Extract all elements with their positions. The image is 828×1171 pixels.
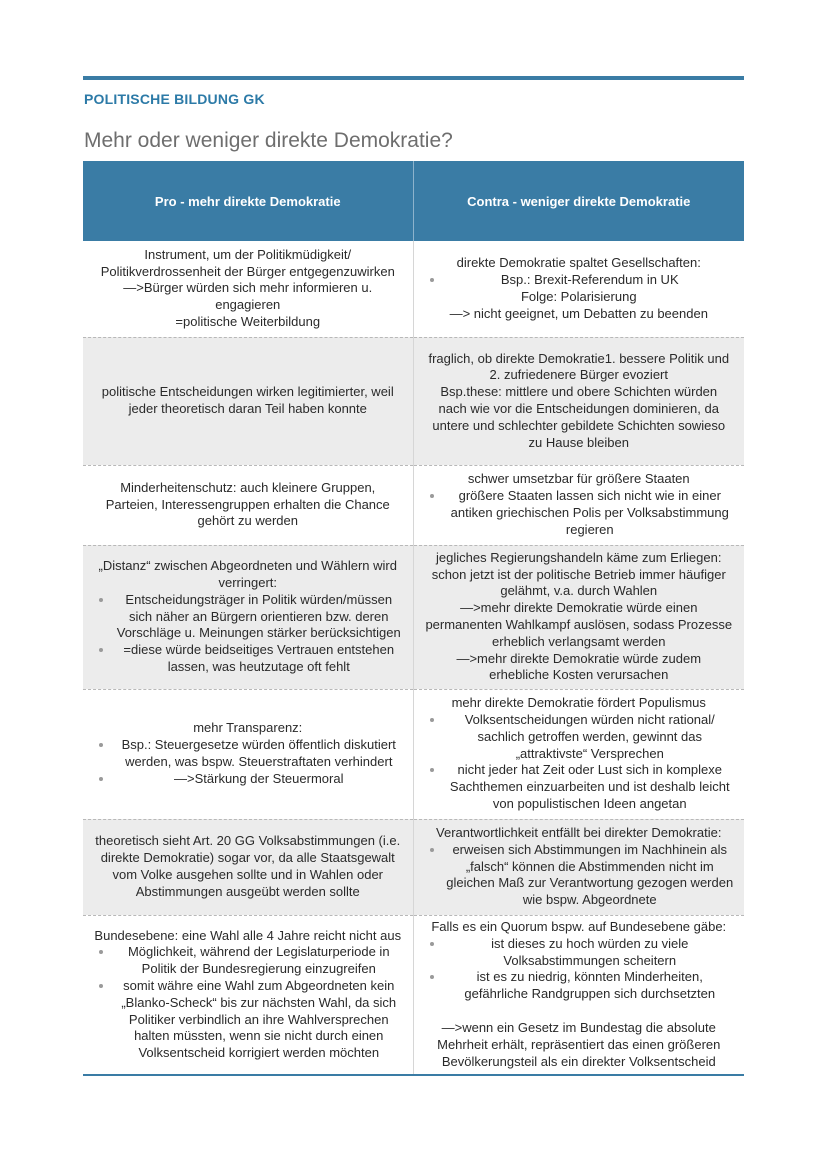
- table-row: [83, 465, 744, 545]
- contra-bullet-list: [424, 842, 735, 909]
- contra-text-line: jegliches Regierungshandeln käme zum Erliegen:: [436, 549, 722, 565]
- subject-heading: POLITISCHE BILDUNG GK: [84, 91, 265, 107]
- contra-column-header: Contra - weniger direkte Demokratie: [413, 161, 744, 241]
- bullet-item: Volksentscheidungen würden nicht rational/ sachlich getroffen werden, gewinnt das „attraktivste“ Versprechen: [424, 712, 735, 762]
- contra-bullet-list: [424, 936, 735, 1003]
- pro-text-line: Parteien, Interessengruppen erhalten die Chance: [105, 496, 390, 512]
- table-row: [83, 915, 744, 1075]
- bullet-item: somit währe eine Wahl zum Abgeordneten kein „Blanko-Scheck“ bis zur nächsten Wahl, da sich Politiker verbindlich an ihre Wahlversprechen halten müssten, wenn sie nicht durch einen Volksentscheid korrigiert werden möchten: [93, 978, 403, 1062]
- pro-cell: [83, 689, 413, 819]
- pro-cell: [83, 545, 413, 689]
- contra-text-line: permanenten Wahlkampf auslösen, sodass Prozesse: [425, 617, 733, 632]
- bullet-item: Entscheidungsträger in Politik würden/müssen sich näher an Bürgern orientieren bzw. deren Vorschläge u. Meinungen stärker berücksichtigen: [93, 592, 403, 642]
- contra-text-line: Mehrheit erhält, repräsentiert das einen größeren: [437, 1036, 721, 1052]
- contra-text-line: —>mehr direkte Demokratie würde zudem: [456, 650, 702, 666]
- table-row: [83, 545, 744, 689]
- pro-text-line: „Distanz“ zwischen Abgeordneten und Wählern wird: [98, 558, 397, 574]
- contra-cell: [413, 337, 744, 465]
- contra-bullet-list: [424, 488, 735, 538]
- pro-text-line: engagieren: [215, 297, 281, 313]
- pro-text-line: Instrument, um der Politikmüdigkeit/: [144, 246, 352, 262]
- pro-cell: [83, 337, 413, 465]
- contra-text-line: 2. zufriedenere Bürger evoziert: [489, 367, 668, 383]
- bullet-item: Bsp.: Steuergesetze würden öffentlich diskutiert werden, was bspw. Steuerstraftaten verhindert: [93, 737, 403, 771]
- bullet-item: Möglichkeit, während der Legislaturperiode in Politik der Bundesregierung einzugreifen: [93, 944, 403, 978]
- bullet-item: =diese würde beidseitiges Vertrauen entstehen lassen, was heutzutage oft fehlt: [93, 642, 403, 676]
- table-row: [83, 819, 744, 915]
- pro-text-line: Abstimmungen ausgeübt werden sollte: [135, 883, 360, 899]
- bullet-item: ist es zu niedrig, könnten Minderheiten, gefährliche Randgruppen sich durchsetzten: [424, 969, 735, 1003]
- bullet-item: größere Staaten lassen sich nicht wie in einer antiken griechischen Polis per Volksabstimmung regieren: [424, 488, 735, 538]
- bullet-item: —>Stärkung der Steuermoral: [93, 771, 403, 788]
- bullet-item: erweisen sich Abstimmungen im Nachhinein als „falsch“ können die Abstimmenden nicht im gleichen Maß zur Verantwortung gezogen werden wie bspw. Abgeordnete: [424, 842, 735, 909]
- pro-bullet-list: [93, 737, 403, 787]
- bullet-item: ist dieses zu hoch würden zu viele Volksabstimmungen scheitern: [424, 936, 735, 970]
- bullet-item: Bsp.: Brexit-Referendum in UK: [424, 272, 735, 289]
- contra-cell: [413, 545, 744, 689]
- pro-bullet-list: [93, 592, 403, 676]
- pro-text-line: verringert:: [218, 575, 278, 590]
- contra-text-line: zu Hause bleiben: [528, 434, 629, 450]
- contra-cell: [413, 819, 744, 915]
- pro-text-line: Bundesebene: eine Wahl alle 4 Jahre reicht nicht aus: [94, 927, 402, 943]
- page-title: Mehr oder weniger direkte Demokratie?: [84, 129, 453, 152]
- contra-text-line: Bsp.these: mittlere und obere Schichten würden: [440, 384, 718, 400]
- contra-bullet-list: [424, 712, 735, 813]
- contra-text-line: nach wie vor die Entscheidungen dominieren, da: [438, 401, 719, 416]
- contra-text-line: mehr direkte Demokratie fördert Populismus: [451, 695, 706, 711]
- header-rule: [83, 76, 744, 80]
- contra-cell: [413, 915, 744, 1075]
- contra-bullet-list: [424, 272, 735, 289]
- contra-text-line: erheblich verlangsamt werden: [492, 633, 666, 649]
- contra-text-line: gelähmt, v.a. durch Wahlen: [500, 583, 658, 599]
- pro-text-line: theoretisch sieht Art. 20 GG Volksabstimmungen (i.e.: [95, 833, 401, 849]
- contra-text-line: Bevölkerungsteil als ein direkter Volksentscheid: [441, 1053, 716, 1069]
- pro-contra-table: [83, 161, 744, 1076]
- contra-cell: [413, 241, 744, 337]
- contra-text-line: schwer umsetzbar für größere Staaten: [467, 471, 690, 487]
- contra-text-line: Folge: Polarisierung: [520, 288, 637, 304]
- pro-text-line: mehr Transparenz:: [193, 720, 303, 736]
- pro-cell: [83, 915, 413, 1075]
- contra-text-line: fraglich, ob direkte Demokratie1. bessere Politik und: [428, 350, 730, 366]
- pro-cell: [83, 465, 413, 545]
- pro-text-line: vom Volke ausgehen sollte und in Wahlen oder: [112, 867, 384, 882]
- table-row: [83, 241, 744, 337]
- pro-bullet-list: [93, 944, 403, 1062]
- contra-text-line: —> nicht geeignet, um Debatten zu beenden: [449, 305, 708, 321]
- contra-cell: [413, 465, 744, 545]
- contra-cell: [413, 689, 744, 819]
- table-row: [83, 689, 744, 819]
- pro-text-line: =politische Weiterbildung: [175, 313, 321, 329]
- contra-text-line: —>mehr direkte Demokratie würde einen: [460, 600, 698, 616]
- pro-text-line: politische Entscheidungen wirken legitimierter, weil: [101, 384, 394, 400]
- bullet-item: nicht jeder hat Zeit oder Lust sich in komplexe Sachthemen einzuarbeiten und ist deshalb leicht von populistischen Ideen angetan: [424, 762, 735, 812]
- contra-text-line: direkte Demokratie spaltet Gesellschaften:: [456, 255, 701, 271]
- pro-text-line: Minderheitenschutz: auch kleinere Gruppen,: [120, 479, 376, 495]
- contra-text-line: Verantwortlichkeit entfällt bei direkter Demokratie:: [436, 825, 722, 840]
- contra-text-line: untere und schlechter gebildete Schichten sowieso: [432, 417, 726, 433]
- contra-text-line: Falls es ein Quorum bspw. auf Bundesebene gäbe:: [431, 919, 727, 935]
- contra-text-line: [424, 1003, 735, 1020]
- pro-cell: [83, 241, 413, 337]
- pro-text-line: —>Bürger würden sich mehr informieren u.: [123, 280, 373, 296]
- pro-column-header: Pro - mehr direkte Demokratie: [83, 161, 413, 241]
- table-header-row: [83, 161, 744, 241]
- pro-text-line: Politikverdrossenheit der Bürger entgegenzuwirken: [100, 263, 395, 279]
- pro-text-line: jeder theoretisch daran Teil haben konnte: [128, 401, 367, 416]
- pro-text-line: gehört zu werden: [197, 513, 298, 529]
- table-row: [83, 337, 744, 465]
- contra-text-line: erhebliche Kosten verursachen: [489, 667, 669, 683]
- contra-text-line: —>wenn ein Gesetz im Bundestag die absolute: [441, 1020, 716, 1036]
- pro-text-line: direkte Demokratie) sogar vor, da alle Staatsgewalt: [100, 850, 395, 866]
- table-body: [83, 241, 744, 1075]
- contra-text-line: schon jetzt ist der politische Betrieb immer häufiger: [431, 566, 726, 582]
- pro-cell: [83, 819, 413, 915]
